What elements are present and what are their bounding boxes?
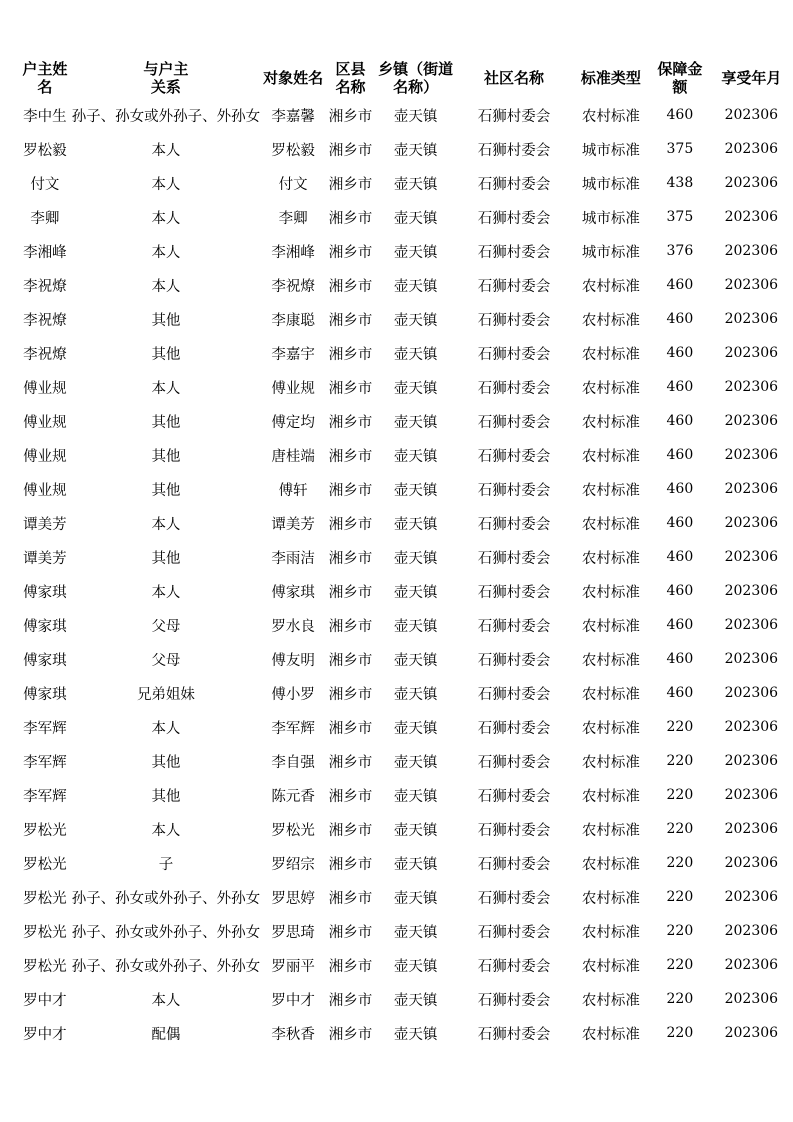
period-cell: 202306 (724, 209, 779, 225)
relationship-cell: 父母 (151, 618, 181, 635)
household-head-cell: 李军辉 (23, 788, 67, 805)
county-cell: 湘乡市 (328, 278, 373, 295)
relationship-cell: 其他 (151, 754, 181, 771)
standard-type-cell: 农村标准 (581, 1026, 640, 1043)
table-row (18, 132, 793, 166)
amount-cell: 460 (666, 379, 694, 395)
community-cell: 石狮村委会 (477, 380, 551, 397)
table-row (18, 200, 793, 234)
household-head-cell: 罗中才 (23, 1026, 67, 1043)
table-row (18, 608, 793, 642)
community-cell: 石狮村委会 (477, 550, 551, 567)
standard-type-cell: 农村标准 (581, 618, 640, 635)
relationship-text: 孙子、孙女或外孙子、外孙女 (71, 108, 261, 125)
table-row (18, 778, 793, 812)
county-cell: 湘乡市 (328, 210, 373, 227)
community-cell: 石狮村委会 (477, 652, 551, 669)
standard-type-cell: 农村标准 (581, 380, 640, 397)
relationship-cell: 父母 (151, 652, 181, 669)
standard-type-cell: 农村标准 (581, 890, 640, 907)
table-row (18, 744, 793, 778)
township-cell: 壶天镇 (393, 108, 438, 125)
community-cell: 石狮村委会 (477, 346, 551, 363)
township-cell: 壶天镇 (393, 788, 438, 805)
community-cell: 石狮村委会 (477, 210, 551, 227)
township-cell: 壶天镇 (393, 210, 438, 227)
community-cell: 石狮村委会 (477, 448, 551, 465)
period-cell: 202306 (724, 617, 779, 633)
period-cell: 202306 (724, 719, 779, 735)
county-cell: 湘乡市 (328, 992, 373, 1009)
recipient-name-cell: 李卿 (278, 210, 308, 227)
county-cell: 湘乡市 (328, 448, 373, 465)
community-cell: 石狮村委会 (477, 924, 551, 941)
township-cell: 壶天镇 (393, 142, 438, 159)
township-cell: 壶天镇 (393, 278, 438, 295)
household-head-cell: 李卿 (30, 210, 60, 227)
community-cell: 石狮村委会 (477, 822, 551, 839)
relationship-cell: 本人 (151, 142, 181, 159)
community-cell: 石狮村委会 (477, 754, 551, 771)
standard-type-cell: 城市标准 (581, 176, 640, 193)
county-cell: 湘乡市 (328, 958, 373, 975)
township-cell: 壶天镇 (393, 720, 438, 737)
period-cell: 202306 (724, 379, 779, 395)
recipient-name-cell: 陈元香 (271, 788, 315, 805)
township-cell: 壶天镇 (393, 176, 438, 193)
amount-cell: 375 (666, 141, 694, 157)
county-cell: 湘乡市 (328, 380, 373, 397)
header-relationship: 与户主 关系 (143, 60, 189, 96)
table-row (18, 846, 793, 880)
household-head-cell: 傅家琪 (23, 584, 67, 601)
recipient-name-cell: 罗思婷 (271, 890, 315, 907)
household-head-cell: 付文 (30, 176, 60, 193)
relationship-cell: 本人 (151, 584, 181, 601)
relationship-cell: 其他 (151, 414, 181, 431)
table-row (18, 234, 793, 268)
township-cell: 壶天镇 (393, 924, 438, 941)
relationship-text: 孙子、孙女或外孙子、外孙女 (71, 924, 261, 941)
period-cell: 202306 (724, 141, 779, 157)
amount-cell: 220 (666, 991, 694, 1007)
amount-cell: 438 (666, 175, 694, 191)
table-row (18, 404, 793, 438)
assistance-table (18, 58, 793, 1050)
community-cell: 石狮村委会 (477, 312, 551, 329)
community-cell: 石狮村委会 (477, 584, 551, 601)
standard-type-cell: 农村标准 (581, 584, 640, 601)
amount-cell: 220 (666, 719, 694, 735)
township-cell: 壶天镇 (393, 346, 438, 363)
household-head-cell: 罗松光 (23, 822, 67, 839)
relationship-cell: 其他 (151, 550, 181, 567)
community-cell: 石狮村委会 (477, 618, 551, 635)
household-head-cell: 谭美芳 (23, 550, 67, 567)
community-cell: 石狮村委会 (477, 992, 551, 1009)
header-row (18, 58, 793, 98)
relationship-cell: 本人 (151, 176, 181, 193)
recipient-name-cell: 李嘉馨 (271, 108, 315, 125)
period-cell: 202306 (724, 515, 779, 531)
county-cell: 湘乡市 (328, 720, 373, 737)
household-head-cell: 傅业规 (23, 380, 67, 397)
table-row (18, 302, 793, 336)
recipient-name-cell: 李军辉 (271, 720, 315, 737)
period-cell: 202306 (724, 651, 779, 667)
relationship-cell (72, 880, 261, 914)
standard-type-cell: 农村标准 (581, 992, 640, 1009)
amount-cell: 460 (666, 515, 694, 531)
amount-cell: 220 (666, 787, 694, 803)
community-cell: 石狮村委会 (477, 244, 551, 261)
period-cell: 202306 (724, 413, 779, 429)
community-cell: 石狮村委会 (477, 176, 551, 193)
household-head-cell: 罗松光 (23, 890, 67, 907)
period-cell: 202306 (724, 583, 779, 599)
county-cell: 湘乡市 (328, 652, 373, 669)
community-cell: 石狮村委会 (477, 890, 551, 907)
table-row (18, 642, 793, 676)
county-cell: 湘乡市 (328, 822, 373, 839)
table-row (18, 506, 793, 540)
township-cell: 壶天镇 (393, 618, 438, 635)
township-cell: 壶天镇 (393, 312, 438, 329)
county-cell: 湘乡市 (328, 142, 373, 159)
table-row (18, 98, 793, 132)
amount-cell: 220 (666, 957, 694, 973)
county-cell: 湘乡市 (328, 312, 373, 329)
period-cell: 202306 (724, 991, 779, 1007)
period-cell: 202306 (724, 447, 779, 463)
household-head-cell: 傅业规 (23, 482, 67, 499)
township-cell: 壶天镇 (393, 448, 438, 465)
county-cell: 湘乡市 (328, 584, 373, 601)
relationship-cell: 子 (158, 856, 174, 873)
amount-cell: 460 (666, 413, 694, 429)
township-cell: 壶天镇 (393, 822, 438, 839)
amount-cell: 220 (666, 855, 694, 871)
period-cell: 202306 (724, 311, 779, 327)
county-cell: 湘乡市 (328, 754, 373, 771)
period-cell: 202306 (724, 481, 779, 497)
table-row (18, 166, 793, 200)
relationship-cell: 本人 (151, 720, 181, 737)
table-row (18, 982, 793, 1016)
recipient-name-cell: 唐桂端 (271, 448, 315, 465)
table-row (18, 914, 793, 948)
community-cell: 石狮村委会 (477, 516, 551, 533)
table-row (18, 540, 793, 574)
county-cell: 湘乡市 (328, 686, 373, 703)
recipient-name-cell: 李康聪 (271, 312, 315, 329)
table-row (18, 880, 793, 914)
table-row (18, 1016, 793, 1050)
relationship-cell: 其他 (151, 482, 181, 499)
period-cell: 202306 (724, 549, 779, 565)
county-cell: 湘乡市 (328, 856, 373, 873)
amount-cell: 460 (666, 549, 694, 565)
recipient-name-cell: 傅家琪 (271, 584, 315, 601)
period-cell: 202306 (724, 277, 779, 293)
relationship-cell: 其他 (151, 346, 181, 363)
recipient-name-cell: 李雨洁 (271, 550, 315, 567)
recipient-name-cell: 傅小罗 (271, 686, 315, 703)
relationship-cell: 本人 (151, 516, 181, 533)
standard-type-cell: 农村标准 (581, 924, 640, 941)
standard-type-cell: 农村标准 (581, 448, 640, 465)
standard-type-cell: 城市标准 (581, 142, 640, 159)
amount-cell: 220 (666, 753, 694, 769)
household-head-cell: 傅家琪 (23, 686, 67, 703)
amount-cell: 460 (666, 685, 694, 701)
standard-type-cell: 农村标准 (581, 278, 640, 295)
period-cell: 202306 (724, 821, 779, 837)
household-head-cell: 罗松毅 (23, 142, 67, 159)
household-head-cell: 傅业规 (23, 448, 67, 465)
standard-type-cell: 农村标准 (581, 686, 640, 703)
header-township: 乡镇（街道 名称） (378, 60, 454, 96)
township-cell: 壶天镇 (393, 890, 438, 907)
township-cell: 壶天镇 (393, 380, 438, 397)
period-cell: 202306 (724, 345, 779, 361)
standard-type-cell: 农村标准 (581, 856, 640, 873)
amount-cell: 460 (666, 345, 694, 361)
amount-cell: 220 (666, 889, 694, 905)
township-cell: 壶天镇 (393, 754, 438, 771)
relationship-cell: 本人 (151, 992, 181, 1009)
household-head-cell: 李军辉 (23, 754, 67, 771)
recipient-name-cell: 李祝燎 (271, 278, 315, 295)
period-cell: 202306 (724, 1025, 779, 1041)
table-row (18, 948, 793, 982)
standard-type-cell: 农村标准 (581, 720, 640, 737)
recipient-name-cell: 李秋香 (271, 1026, 315, 1043)
relationship-cell: 其他 (151, 448, 181, 465)
table-row (18, 574, 793, 608)
period-cell: 202306 (724, 923, 779, 939)
relationship-cell (72, 98, 261, 132)
household-head-cell: 李祝燎 (23, 278, 67, 295)
recipient-name-cell: 李湘峰 (271, 244, 315, 261)
county-cell: 湘乡市 (328, 482, 373, 499)
amount-cell: 460 (666, 583, 694, 599)
standard-type-cell: 农村标准 (581, 652, 640, 669)
county-cell: 湘乡市 (328, 176, 373, 193)
recipient-name-cell: 傅轩 (278, 482, 308, 499)
household-head-cell: 傅家琪 (23, 652, 67, 669)
standard-type-cell: 农村标准 (581, 414, 640, 431)
community-cell: 石狮村委会 (477, 278, 551, 295)
standard-type-cell: 农村标准 (581, 822, 640, 839)
header-community: 社区名称 (484, 69, 545, 87)
household-head-cell: 李祝燎 (23, 346, 67, 363)
amount-cell: 460 (666, 107, 694, 123)
county-cell: 湘乡市 (328, 618, 373, 635)
amount-cell: 460 (666, 481, 694, 497)
county-cell: 湘乡市 (328, 414, 373, 431)
household-head-cell: 谭美芳 (23, 516, 67, 533)
period-cell: 202306 (724, 787, 779, 803)
amount-cell: 460 (666, 447, 694, 463)
standard-type-cell: 农村标准 (581, 482, 640, 499)
amount-cell: 460 (666, 311, 694, 327)
recipient-name-cell: 李自强 (271, 754, 315, 771)
recipient-name-cell: 傅友明 (271, 652, 315, 669)
community-cell: 石狮村委会 (477, 720, 551, 737)
recipient-name-cell: 罗松毅 (271, 142, 315, 159)
county-cell: 湘乡市 (328, 1026, 373, 1043)
recipient-name-cell: 付文 (278, 176, 308, 193)
amount-cell: 460 (666, 617, 694, 633)
header-recipient-name: 对象姓名 (263, 69, 324, 87)
period-cell: 202306 (724, 753, 779, 769)
relationship-cell: 其他 (151, 788, 181, 805)
recipient-name-cell: 罗丽平 (271, 958, 315, 975)
county-cell: 湘乡市 (328, 346, 373, 363)
amount-cell: 375 (666, 209, 694, 225)
period-cell: 202306 (724, 243, 779, 259)
community-cell: 石狮村委会 (477, 142, 551, 159)
recipient-name-cell: 罗松光 (271, 822, 315, 839)
household-head-cell: 李中生 (23, 108, 67, 125)
county-cell: 湘乡市 (328, 890, 373, 907)
period-cell: 202306 (724, 175, 779, 191)
relationship-cell: 本人 (151, 822, 181, 839)
standard-type-cell: 农村标准 (581, 550, 640, 567)
relationship-cell: 兄弟姐妹 (136, 686, 195, 703)
township-cell: 壶天镇 (393, 652, 438, 669)
recipient-name-cell: 傅定均 (271, 414, 315, 431)
relationship-cell: 本人 (151, 244, 181, 261)
household-head-cell: 罗松光 (23, 924, 67, 941)
household-head-cell: 罗松光 (23, 856, 67, 873)
standard-type-cell: 农村标准 (581, 516, 640, 533)
county-cell: 湘乡市 (328, 924, 373, 941)
relationship-cell: 本人 (151, 278, 181, 295)
table-row (18, 472, 793, 506)
period-cell: 202306 (724, 957, 779, 973)
table-row (18, 268, 793, 302)
township-cell: 壶天镇 (393, 244, 438, 261)
recipient-name-cell: 谭美芳 (271, 516, 315, 533)
header-household-head: 户主姓名 (22, 60, 68, 96)
community-cell: 石狮村委会 (477, 958, 551, 975)
township-cell: 壶天镇 (393, 482, 438, 499)
township-cell: 壶天镇 (393, 856, 438, 873)
standard-type-cell: 农村标准 (581, 312, 640, 329)
relationship-cell: 配偶 (151, 1026, 181, 1043)
amount-cell: 376 (666, 243, 694, 259)
amount-cell: 460 (666, 651, 694, 667)
standard-type-cell: 农村标准 (581, 108, 640, 125)
period-cell: 202306 (724, 107, 779, 123)
standard-type-cell: 农村标准 (581, 754, 640, 771)
recipient-name-cell: 罗中才 (271, 992, 315, 1009)
household-head-cell: 傅家琪 (23, 618, 67, 635)
household-head-cell: 罗中才 (23, 992, 67, 1009)
county-cell: 湘乡市 (328, 550, 373, 567)
table-row (18, 676, 793, 710)
household-head-cell: 李湘峰 (23, 244, 67, 261)
recipient-name-cell: 李嘉宇 (271, 346, 315, 363)
standard-type-cell: 农村标准 (581, 958, 640, 975)
recipient-name-cell: 罗水良 (271, 618, 315, 635)
amount-cell: 460 (666, 277, 694, 293)
community-cell: 石狮村委会 (477, 686, 551, 703)
header-period: 享受年月 (721, 69, 782, 87)
standard-type-cell: 农村标准 (581, 788, 640, 805)
township-cell: 壶天镇 (393, 992, 438, 1009)
relationship-text: 孙子、孙女或外孙子、外孙女 (71, 890, 261, 907)
relationship-cell: 本人 (151, 380, 181, 397)
household-head-cell: 傅业规 (23, 414, 67, 431)
community-cell: 石狮村委会 (477, 414, 551, 431)
header-standard-type: 标准类型 (580, 69, 641, 87)
county-cell: 湘乡市 (328, 108, 373, 125)
table-row (18, 438, 793, 472)
table-body (18, 98, 793, 1050)
community-cell: 石狮村委会 (477, 482, 551, 499)
household-head-cell: 罗松光 (23, 958, 67, 975)
period-cell: 202306 (724, 855, 779, 871)
county-cell: 湘乡市 (328, 788, 373, 805)
household-head-cell: 李祝燎 (23, 312, 67, 329)
standard-type-cell: 农村标准 (581, 346, 640, 363)
township-cell: 壶天镇 (393, 686, 438, 703)
relationship-text: 孙子、孙女或外孙子、外孙女 (71, 958, 261, 975)
relationship-cell (72, 948, 261, 982)
relationship-cell: 本人 (151, 210, 181, 227)
township-cell: 壶天镇 (393, 414, 438, 431)
header-amount: 保障金额 (657, 60, 703, 96)
household-head-cell: 李军辉 (23, 720, 67, 737)
township-cell: 壶天镇 (393, 550, 438, 567)
standard-type-cell: 城市标准 (581, 244, 640, 261)
community-cell: 石狮村委会 (477, 1026, 551, 1043)
amount-cell: 220 (666, 1025, 694, 1041)
table-row (18, 710, 793, 744)
relationship-cell: 其他 (151, 312, 181, 329)
table-row (18, 370, 793, 404)
county-cell: 湘乡市 (328, 516, 373, 533)
period-cell: 202306 (724, 685, 779, 701)
standard-type-cell: 城市标准 (581, 210, 640, 227)
recipient-name-cell: 罗绍宗 (271, 856, 315, 873)
table-row (18, 812, 793, 846)
township-cell: 壶天镇 (393, 1026, 438, 1043)
recipient-name-cell: 罗思琦 (271, 924, 315, 941)
period-cell: 202306 (724, 889, 779, 905)
community-cell: 石狮村委会 (477, 788, 551, 805)
township-cell: 壶天镇 (393, 584, 438, 601)
amount-cell: 220 (666, 923, 694, 939)
community-cell: 石狮村委会 (477, 108, 551, 125)
recipient-name-cell: 傅业规 (271, 380, 315, 397)
amount-cell: 220 (666, 821, 694, 837)
township-cell: 壶天镇 (393, 516, 438, 533)
header-county: 区县 名称 (335, 60, 366, 96)
township-cell: 壶天镇 (393, 958, 438, 975)
relationship-cell (72, 914, 261, 948)
community-cell: 石狮村委会 (477, 856, 551, 873)
county-cell: 湘乡市 (328, 244, 373, 261)
table-row (18, 336, 793, 370)
